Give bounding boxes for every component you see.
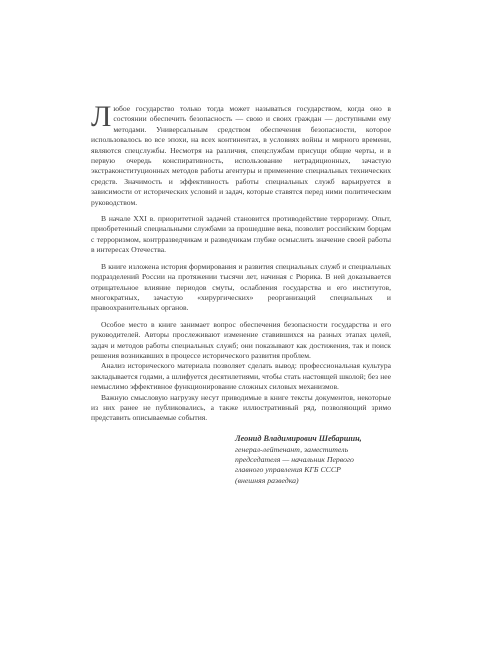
paragraph-2: В начале XXI в. приоритетной задачей становится противодействие терроризму. Опыт, приобретенный специальными службами за прошедшие века, позволит российским борцам с терроризмом, контрразведчикам и разведчикам глубже осмыслить значение своей работы в интересах Отечества. [91, 214, 391, 255]
author-title-line-3: главного управления КГБ СССР [235, 465, 341, 475]
author-title-line-2: председателя — начальник Первого [235, 455, 354, 465]
paragraph-1 [91, 100, 391, 208]
paragraph-5: Анализ исторического материала позволяет сделать вывод: профессиональная культура закладывается годами, а шлифуется десятилетиями, чтобы стать настоящей школой; без нее немыслимо эффективное функционирование сложных силовых механизмов. [91, 361, 391, 392]
paragraph-6: Важную смысловую нагрузку несут приводимые в книге тексты документов, некоторые из них ранее не публиковались, а также иллюстративный ряд, позволяющий зримо представить описываемые события. [91, 392, 391, 423]
drop-cap: Л [91, 100, 112, 133]
author-title-line-1: генерал-лейтенант, заместитель [235, 444, 349, 454]
foreword-page [91, 100, 391, 486]
author-name: Леонид Владимирович Шебаршин, [235, 433, 362, 443]
author-signature [235, 434, 395, 486]
paragraph-3: В книге изложена история формирования и развития специальных служб и специальных подразделений России на протяжении тысячи лет, начиная с Рюрика. В ней доказывается отрицательное влияние периодов смуты, ослабления государства и его институтов, многократных, зачастую «хирургических» реорганизаций специальных и правоохранительных органов. [91, 261, 391, 313]
author-title-line-4: (внешняя разведка) [235, 475, 299, 485]
paragraph-4: Особое место в книге занимает вопрос обеспечения безопасности государства и его руководителей. Авторы прослеживают изменение ставившихся на разных этапах целей, задач и методов работы специальных служб; они показывают как достижения, так и поиск решения возникавших в процессе исторического развития проблем. [91, 319, 391, 360]
paragraph-1-text: юбое государство только тогда может называться государством, когда оно в состоянии обеспечить безопасность — свою и своих граждан — доступными ему методами. Универсальным средством обеспечения безопасности, которое использовалось во все эпохи, на всех континентах, в условиях войны и мирного времени, являются спецслужбы. Несмотря на различия, спецслужбам присущи общие черты, и в первую очередь конспиративность, использование нетрадиционных, зачастую экстраконституционных методов работы агентуры и применение специальных технических средств. Значимость и эффективность работы специальных служб варьируется в зависимости от исторических условий и задач, которые ставятся перед ними политическим руководством. [91, 104, 391, 207]
